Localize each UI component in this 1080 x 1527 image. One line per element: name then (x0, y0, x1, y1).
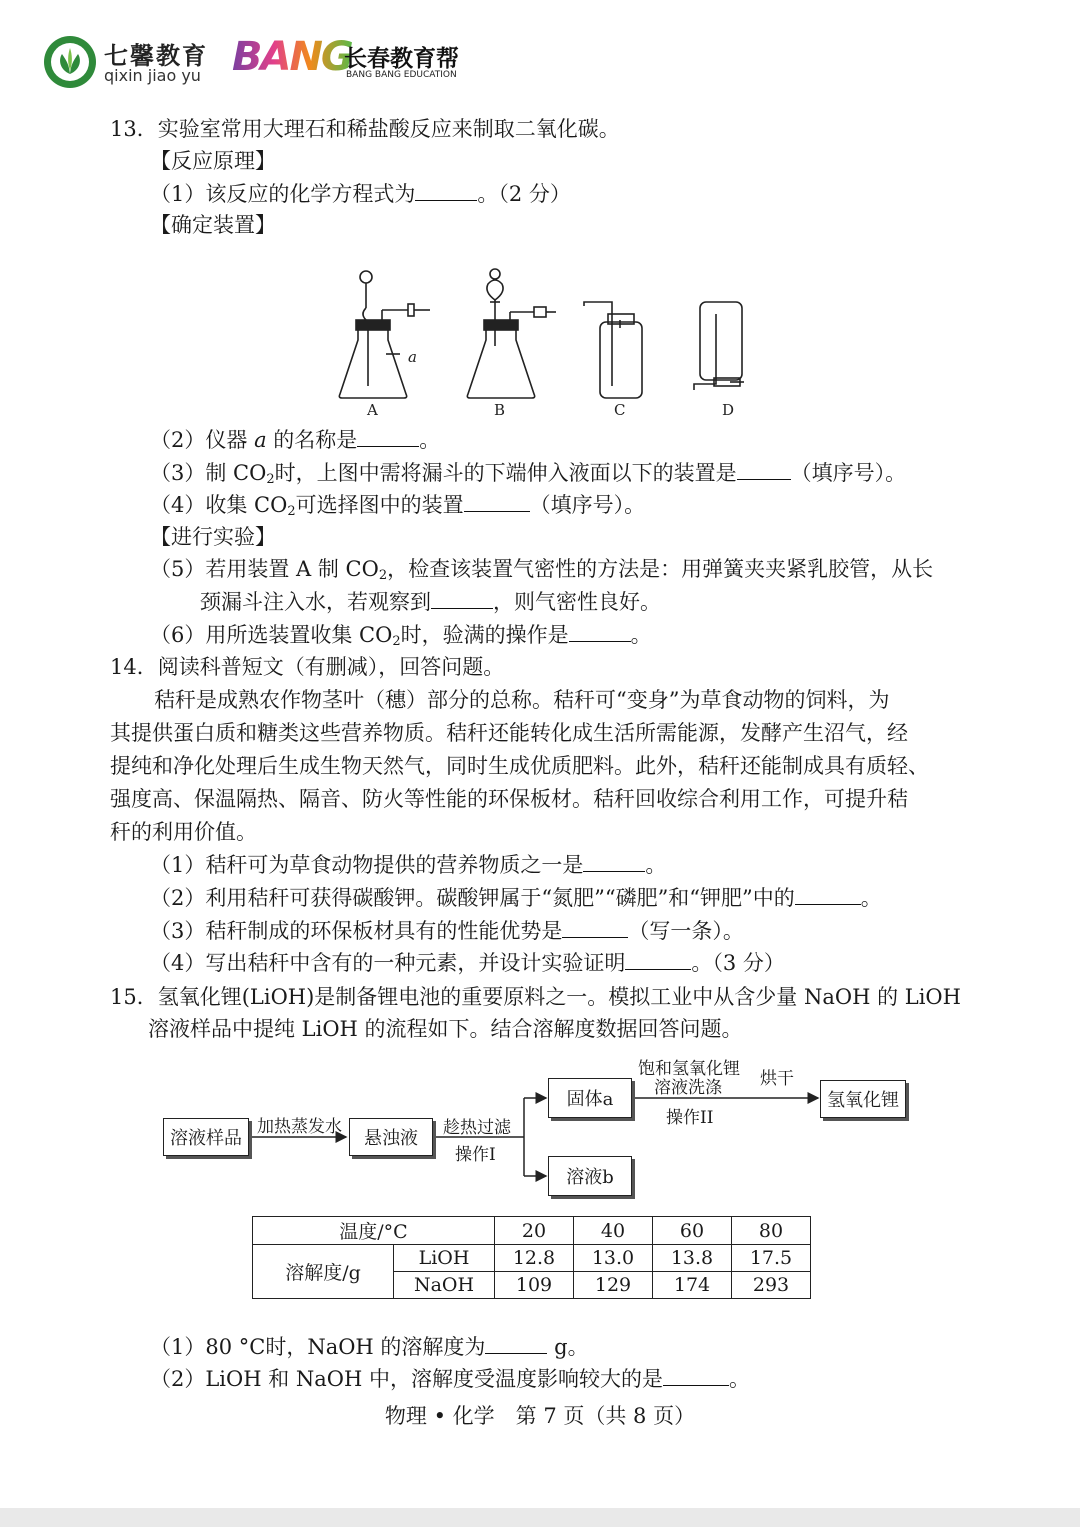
flow-step-evaporate: 加热蒸发水 (257, 1117, 342, 1137)
apparatus-label-a: A (367, 401, 378, 419)
flow-sample-box: 溶液样品 (163, 1118, 249, 1156)
table-cell: 13.8 (653, 1245, 732, 1272)
q14-part1-text: （1）秸秆可为草食动物提供的营养物质之一是 (150, 853, 584, 877)
table-cell: 293 (732, 1272, 811, 1299)
q13-part1-tail: 。（2 分） (477, 182, 571, 206)
q13-section-experiment: 【进行实验】 (150, 525, 276, 549)
q14-part3-tail: （写一条）。 (628, 919, 744, 943)
solubility-table (252, 1216, 811, 1299)
flow-step-dry: 烘干 (760, 1069, 794, 1089)
q13-part2-tail: 。 (419, 428, 441, 452)
q13-part5-mid: ，检查该装置气密性的方法是：用弹簧夹夹紧乳胶管，从长 (387, 557, 934, 581)
table-cell: 129 (574, 1272, 653, 1299)
q14-part4-tail: 。（3 分） (691, 951, 785, 975)
apparatus-label-b: B (494, 401, 506, 419)
flow-op1: 操作I (455, 1145, 496, 1165)
temp-header: 温度/°C (253, 1217, 495, 1245)
instrument-a-ref: a (254, 428, 267, 452)
q15-part1 (150, 1332, 589, 1362)
temp-cell: 60 (653, 1217, 732, 1245)
q13-part5-line2-tail: ，则气密性良好。 (493, 590, 661, 614)
instrument-a-label: a (408, 348, 417, 366)
q15-part1-tail: g。 (554, 1335, 589, 1359)
q13-part2-text: （2）仪器 (150, 428, 248, 452)
answer-blank[interactable] (485, 1333, 547, 1354)
q14-part4-text: （4）写出秸秆中含有的一种元素，并设计实验证明 (150, 951, 626, 975)
q14-part3-text: （3）秸秆制成的环保板材具有的性能优势是 (150, 919, 563, 943)
q15-part1-text: （1）80 °C时，NaOH 的溶解度为 (150, 1335, 486, 1359)
flow-product-box: 氢氧化锂 (820, 1080, 906, 1118)
q13-section-apparatus: 【确定装置】 (150, 213, 276, 237)
temp-cell: 20 (495, 1217, 574, 1245)
q13-part6-text: （6）用所选装置收集 CO (150, 623, 393, 647)
qixin-brand-pinyin: qixin jiao yu (104, 66, 201, 85)
q15-part2 (150, 1364, 750, 1394)
q14-para-line: 秸秆是成熟农作物茎叶（穗）部分的总称。秸秆可“变身”为草食动物的饲料，为 (154, 688, 890, 712)
q14-part2-tail: 。 (860, 886, 882, 910)
table-cell: 13.0 (574, 1245, 653, 1272)
q15-part2-tail: 。 (729, 1367, 751, 1391)
table-row (253, 1245, 811, 1272)
flow-op2: 操作II (666, 1108, 714, 1128)
q15-part2-text: （2）LiOH 和 NaOH 中，溶解度受温度影响较大的是 (150, 1367, 664, 1391)
q13-part4-tail: （填序号）。 (529, 493, 646, 517)
q13-part5-text: （5）若用装置 A 制 CO (150, 557, 379, 581)
q15-stem-line2: 溶液样品中提纯 LiOH 的流程如下。结合溶解度数据回答问题。 (148, 1017, 743, 1041)
q13-part4-text: （4）收集 CO (150, 493, 288, 517)
page-footer: 物理 • 化学 第 7 页（共 8 页） (384, 1404, 696, 1428)
q14-para-line: 提纯和净化处理后生成生物天然气，同时生成优质肥料。此外，秸秆还能制成具有质轻、 (110, 754, 929, 778)
table-cell: 12.8 (495, 1245, 574, 1272)
flow-solid-box: 固体a (548, 1078, 632, 1118)
q13-part3-mid: 时，上图中需将漏斗的下端伸入液面以下的装置是 (274, 461, 737, 485)
answer-blank[interactable] (663, 1365, 729, 1386)
q14-para-line: 强度高、保温隔热、隔音、防火等性能的环保板材。秸秆回收综合利用工作，可提升秸 (110, 787, 908, 811)
q13-part6-tail: 。 (630, 623, 652, 647)
flow-solution-box: 溶液b (548, 1156, 632, 1196)
q13-section-principle: 【反应原理】 (150, 149, 276, 173)
substance-name: LiOH (394, 1245, 495, 1272)
bottom-strip (0, 1508, 1080, 1527)
q15-stem-line1: 15．氢氧化锂(LiOH)是制备锂电池的重要原料之一。模拟工业中从含少量 NaOH 的 LiOH (110, 985, 961, 1009)
subscript: 2 (287, 504, 296, 519)
q14-para-line: 秆的利用价值。 (110, 820, 257, 844)
q14-para-line: 其提供蛋白质和糖类这些营养物质。秸秆还能转化成生活所需能源，发酵产生沼气，经 (110, 721, 908, 745)
apparatus-label-c: C (614, 401, 626, 419)
bang-logo-text: BANG (232, 34, 352, 80)
bang-brand-cn: 长春教育帮 (344, 46, 459, 72)
q14-stem: 14．阅读科普短文（有删减），回答问题。 (110, 655, 505, 679)
q13-part6-mid: 时，验满的操作是 (400, 623, 569, 647)
q13-part1-text: （1）该反应的化学方程式为 (150, 182, 416, 206)
table-row (253, 1217, 811, 1245)
qixin-brand-cn: 七馨教育 (104, 41, 208, 70)
subscript: 2 (378, 568, 388, 583)
bang-brand-en: BANG BANG EDUCATION (346, 70, 457, 80)
q13-part4-mid: 可选择图中的装置 (295, 493, 464, 517)
q13-stem: 13．实验室常用大理石和稀盐酸反应来制取二氧化碳。 (110, 117, 620, 141)
substance-name: NaOH (394, 1272, 495, 1299)
solubility-header: 溶解度/g (253, 1245, 394, 1299)
flow-step-filter: 趁热过滤 (443, 1118, 511, 1138)
q13-part3-tail: （填序号）。 (790, 461, 907, 485)
temp-cell: 80 (732, 1217, 811, 1245)
q13-part2-mid: 的名称是 (273, 428, 358, 452)
temp-cell: 40 (574, 1217, 653, 1245)
q13-part3-text: （3）制 CO (150, 461, 267, 485)
table-cell: 109 (495, 1272, 574, 1299)
flow-wash-line1: 饱和氢氧化锂 (638, 1059, 740, 1079)
flow-suspension-box: 悬浊液 (349, 1118, 433, 1156)
subscript: 2 (392, 634, 401, 649)
q13-part5-line2-text: 颈漏斗注入水，若观察到 (200, 590, 431, 614)
q14-part1-tail: 。 (645, 853, 667, 877)
table-cell: 174 (653, 1272, 732, 1299)
apparatus-label-d: D (722, 401, 735, 419)
q14-part2-text: （2）利用秸秆可获得碳酸钾。碳酸钾属于“氮肥”“磷肥”和“钾肥”中的 (150, 886, 795, 910)
subscript: 2 (266, 472, 275, 487)
flow-wash-line2: 溶液洗涤 (654, 1078, 722, 1098)
table-cell: 17.5 (732, 1245, 811, 1272)
